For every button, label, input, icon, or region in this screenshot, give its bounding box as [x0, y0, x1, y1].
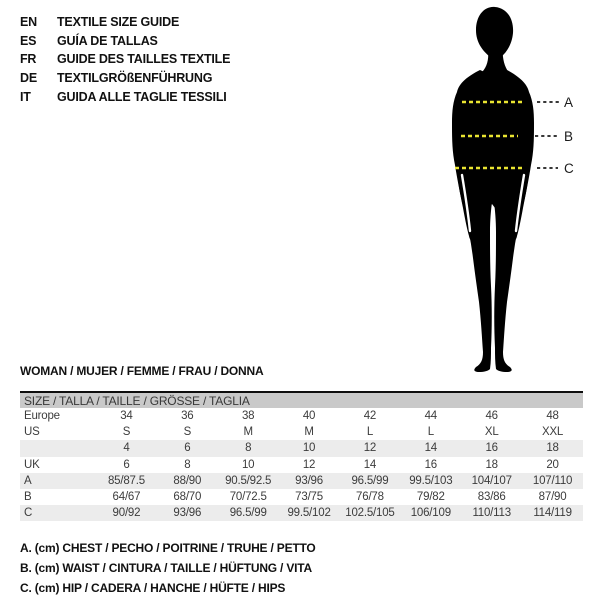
- row-value: 16: [485, 442, 498, 455]
- row-value: 106/109: [410, 507, 451, 520]
- woman-silhouette-figure: [400, 0, 600, 380]
- row-value: 87/90: [538, 491, 567, 504]
- size-table: [20, 391, 583, 521]
- lang-row-de: [20, 69, 230, 88]
- row-value: 96.5/99: [351, 474, 389, 487]
- row-value: 90/92: [112, 507, 141, 520]
- row-value: 68/70: [173, 491, 202, 504]
- lang-label: GUÍA DE TALLAS: [57, 33, 158, 48]
- language-guide-block: [20, 13, 230, 106]
- row-value: 99.5/103: [409, 474, 453, 487]
- row-value: S: [183, 426, 192, 439]
- silhouette-left-leg: [457, 168, 492, 372]
- lang-code: ES: [20, 33, 37, 48]
- lang-code: IT: [20, 89, 31, 104]
- table-row: [20, 408, 583, 424]
- row-value: 110/113: [472, 507, 511, 520]
- row-label: UK: [24, 458, 40, 471]
- silhouette-torso: [452, 70, 534, 241]
- row-value: 36: [181, 410, 194, 423]
- row-value: 102.5/105: [345, 507, 395, 520]
- row-value: 76/78: [356, 491, 384, 504]
- row-label: A: [24, 474, 32, 487]
- lang-code: FR: [20, 52, 37, 67]
- lang-code: EN: [20, 15, 37, 30]
- row-value: 44: [424, 410, 438, 423]
- legend-hip: C. (cm) HIP / CADERA / HANCHE / HÜFTE / HIPS: [20, 581, 286, 595]
- row-value: 83/86: [477, 491, 506, 504]
- row-value: 93/96: [295, 474, 323, 487]
- row-value: XXL: [541, 426, 564, 439]
- lang-label: GUIDA ALLE TAGLIE TESSILI: [57, 89, 227, 104]
- row-value: 64/67: [112, 491, 141, 504]
- lang-row-it: [20, 87, 230, 106]
- row-value: 8: [184, 458, 191, 471]
- row-value: 42: [363, 410, 377, 423]
- silhouette-right-leg: [494, 168, 529, 372]
- legend-waist: B. (cm) WAIST / CINTURA / TAILLE / HÜFTUNG / VITA: [20, 561, 312, 575]
- row-value: L: [427, 426, 434, 439]
- silhouette-svg: [400, 0, 600, 380]
- table-row: [20, 473, 583, 489]
- measurement-legend: [20, 538, 316, 598]
- row-label: B: [24, 491, 32, 504]
- table-row: [20, 505, 583, 521]
- table-row: [20, 424, 583, 440]
- table-row: [20, 440, 583, 456]
- row-value: 34: [120, 410, 133, 423]
- row-value: XL: [484, 426, 499, 439]
- table-row: [20, 489, 583, 505]
- row-value: 20: [546, 458, 559, 471]
- row-value: 79/82: [416, 491, 445, 504]
- hip-label: C: [564, 161, 574, 176]
- row-value: 85/87.5: [107, 474, 145, 487]
- chest-label: A: [564, 95, 574, 110]
- row-value: 12: [363, 442, 377, 455]
- legend-chest: A. (cm) CHEST / PECHO / POITRINE / TRUHE / PETTO: [20, 541, 316, 555]
- row-value: 12: [302, 458, 316, 471]
- row-value: 38: [241, 410, 255, 423]
- table-row: [20, 457, 583, 473]
- row-value: 10: [241, 458, 255, 471]
- lang-row-en: [20, 13, 230, 32]
- row-value: 96.5/99: [229, 507, 267, 520]
- row-value: 14: [424, 442, 438, 455]
- row-value: S: [122, 426, 131, 439]
- row-value: 114/119: [533, 507, 572, 520]
- size-table-header: SIZE / TALLA / TAILLE / GRÖSSE / TAGLIA: [20, 391, 583, 408]
- row-value: 90.5/92.5: [225, 474, 272, 487]
- row-value: M: [243, 426, 253, 439]
- row-value: 40: [302, 410, 316, 423]
- table-title: WOMAN / MUJER / FEMME / FRAU / DONNA: [20, 364, 264, 378]
- row-value: 88/90: [173, 474, 202, 487]
- row-value: 16: [424, 458, 438, 471]
- row-value: 14: [363, 458, 377, 471]
- size-table-body: [20, 408, 583, 521]
- row-label: US: [24, 426, 40, 439]
- row-value: 8: [245, 442, 252, 455]
- row-value: 70/72.5: [229, 491, 267, 504]
- lang-label: TEXTILE SIZE GUIDE: [57, 15, 180, 30]
- row-value: 4: [123, 442, 130, 455]
- lang-row-es: [20, 32, 230, 51]
- row-value: 46: [485, 410, 498, 423]
- row-value: 107/110: [532, 474, 573, 487]
- row-value: 6: [123, 458, 130, 471]
- waist-label: B: [564, 129, 574, 144]
- row-value: L: [366, 426, 374, 439]
- row-value: 104/107: [471, 474, 512, 487]
- row-value: 18: [485, 458, 498, 471]
- row-value: 73/75: [295, 491, 323, 504]
- lang-code: DE: [20, 71, 37, 86]
- row-label: C: [24, 507, 33, 520]
- row-value: 10: [302, 442, 316, 455]
- lang-row-fr: [20, 50, 230, 69]
- row-value: 99.5/102: [287, 507, 331, 520]
- lang-label: GUIDE DES TAILLES TEXTILE: [57, 52, 231, 67]
- row-value: M: [304, 426, 314, 439]
- row-value: 48: [546, 410, 559, 423]
- row-value: 18: [546, 442, 559, 455]
- lang-label: TEXTILGRÖßENFÜHRUNG: [57, 71, 213, 86]
- row-value: 93/96: [173, 507, 202, 520]
- row-label: Europe: [24, 410, 60, 423]
- row-value: 6: [184, 442, 191, 455]
